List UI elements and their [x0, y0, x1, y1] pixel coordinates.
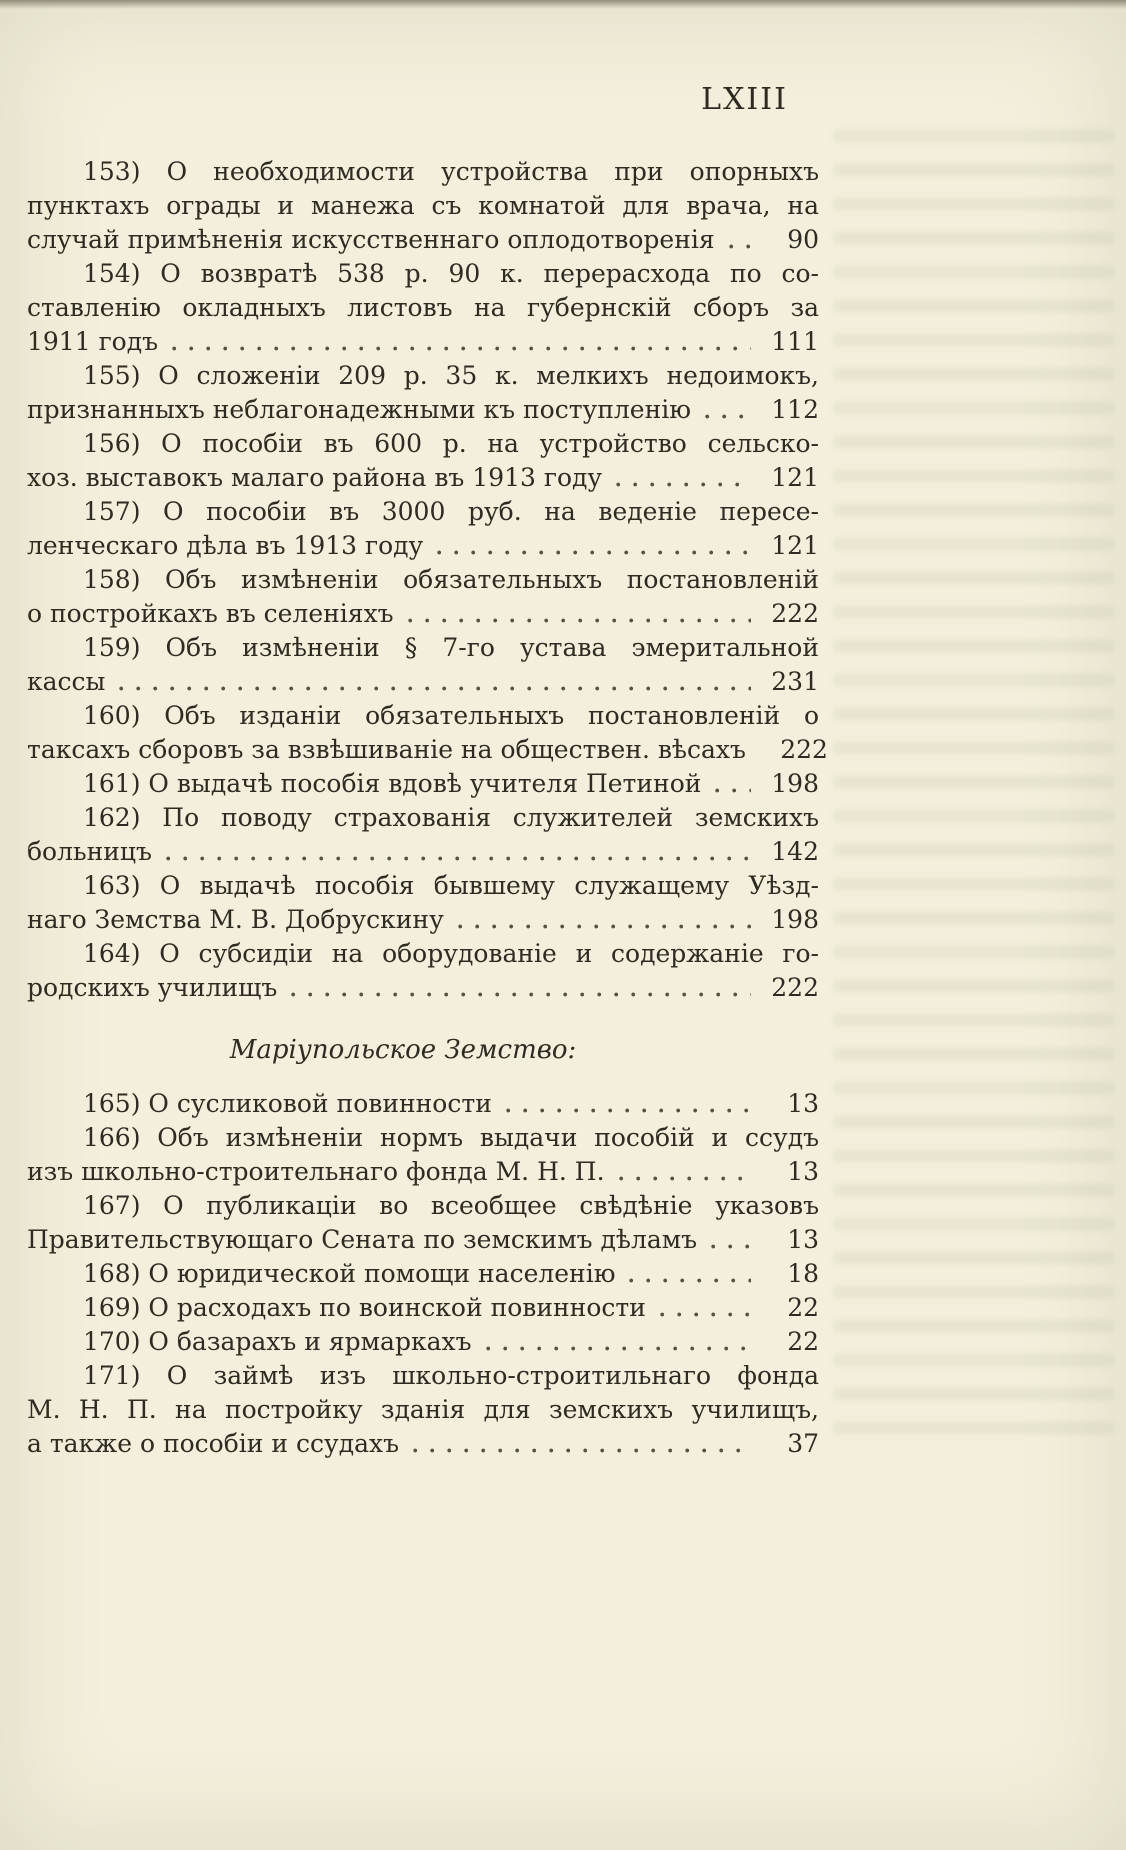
entry-page-number: 222 — [771, 599, 819, 628]
toc-line: М. Н. П. на постройку зданія для земскихъ училищъ, — [27, 1395, 819, 1424]
page-bleedthrough — [834, 130, 1114, 1450]
toc-line: Правительствующаго Сената по земскимъ дѣламъ — [27, 1225, 698, 1254]
toc-entry — [27, 495, 819, 563]
entry-page-number: 198 — [771, 769, 819, 798]
entry-page-number: 13 — [787, 1157, 819, 1186]
toc-line: 165) О сусликовой повинности — [83, 1089, 492, 1118]
toc-line: 156) О пособіи въ 600 р. на устройство сельско- — [83, 429, 819, 458]
dot-leader — [486, 1345, 752, 1352]
toc-entry — [27, 427, 819, 495]
entry-page-number: 22 — [787, 1293, 819, 1322]
toc-entry — [27, 1087, 819, 1121]
section-heading: Маріупольское Земство: — [229, 1035, 577, 1065]
toc-line: кассы — [27, 667, 106, 696]
dot-leader — [119, 685, 751, 692]
toc-line: 167) О публикаціи во всеобщее свѣдѣніе указовъ — [83, 1191, 819, 1220]
toc-line: наго Земства М. В. Добрускину — [27, 905, 444, 934]
toc-line: родскихъ училищъ — [27, 973, 278, 1002]
dot-leader — [413, 1447, 751, 1454]
toc-entry — [27, 1359, 819, 1461]
dot-leader — [506, 1107, 751, 1114]
toc-line: пунктахъ ограды и манежа съ комнатой для врача, на — [27, 191, 819, 220]
entry-page-number: 18 — [787, 1259, 819, 1288]
toc-line: 163) О выдачѣ пособія бывшему служащему Уѣзд- — [83, 871, 819, 900]
dot-leader — [729, 243, 751, 250]
toc-entry — [27, 1257, 819, 1291]
toc-entry — [27, 1189, 819, 1257]
entry-page-number: 222 — [780, 735, 828, 764]
entry-page-number: 13 — [787, 1225, 819, 1254]
toc-line: таксахъ сборовъ за взвѣшиваніе на обществен. вѣсахъ — [27, 735, 746, 764]
dot-leader — [660, 1311, 751, 1318]
dot-leader — [437, 549, 751, 556]
toc-entry — [27, 359, 819, 427]
entry-page-number: 121 — [771, 531, 819, 560]
entry-page-number: 222 — [771, 973, 819, 1002]
entry-page-number: 22 — [787, 1327, 819, 1356]
toc-entry — [27, 801, 819, 869]
entry-page-number: 121 — [771, 463, 819, 492]
toc-line: ставленію окладныхъ листовъ на губернскій сборъ за — [27, 293, 819, 322]
toc-line: о постройкахъ въ селеніяхъ — [27, 599, 394, 628]
entry-page-number: 13 — [787, 1089, 819, 1118]
toc-line: 154) О возвратѣ 538 р. 90 к. перерасхода по со- — [83, 259, 819, 288]
toc-line: 153) О необходимости устройства при опорныхъ — [83, 157, 819, 186]
toc-line: 1911 годъ — [27, 327, 159, 356]
toc-entry — [27, 699, 828, 767]
toc-entry — [27, 869, 819, 937]
toc-entry — [27, 155, 819, 257]
scan-top-edge — [0, 0, 1126, 9]
entry-page-number: 198 — [771, 905, 819, 934]
toc-entry — [27, 1325, 819, 1359]
toc-entry — [27, 937, 819, 1005]
toc-line: 169) О расходахъ по воинской повинности — [83, 1293, 646, 1322]
toc-line: 160) Объ изданіи обязательныхъ постановленій о — [83, 701, 819, 730]
toc-line: ленческаго дѣла въ 1913 году — [27, 531, 424, 560]
dot-leader — [166, 855, 751, 862]
toc-content — [27, 155, 828, 1461]
entry-page-number: 37 — [787, 1429, 819, 1458]
dot-leader — [172, 345, 751, 352]
entry-page-number: 112 — [771, 395, 819, 424]
toc-line: случай примѣненія искусственнаго оплодотворенія — [27, 225, 715, 254]
toc-line: 166) Объ измѣненіи нормъ выдачи пособій и ссудъ — [83, 1123, 819, 1152]
toc-entry — [27, 1291, 819, 1325]
toc-line: больницъ — [27, 837, 152, 866]
toc-line: 168) О юридической помощи населенію — [83, 1259, 616, 1288]
toc-line: признанныхъ неблагонадежными къ поступленію — [27, 395, 692, 424]
toc-entry — [27, 631, 819, 699]
toc-line: 170) О базарахъ и ярмаркахъ — [83, 1327, 472, 1356]
dot-leader — [619, 1175, 751, 1182]
dot-leader — [291, 991, 751, 998]
entry-page-number: 111 — [771, 327, 819, 356]
page-number-roman: LXIII — [701, 82, 788, 117]
toc-entry — [27, 563, 819, 631]
dot-leader — [408, 617, 751, 624]
dot-leader — [458, 923, 751, 930]
toc-line: 157) О пособіи въ 3000 руб. на веденіе пересе- — [83, 497, 819, 526]
toc-line: 159) Объ измѣненіи § 7-го устава эмеритальной — [83, 633, 819, 662]
dot-leader — [711, 1243, 751, 1250]
toc-line: 162) По поводу страхованія служителей земскихъ — [83, 803, 819, 832]
toc-line: 158) Объ измѣненіи обязательныхъ постановленій — [83, 565, 819, 594]
dot-leader — [705, 413, 751, 420]
toc-line: 161) О выдачѣ пособія вдовѣ учителя Петиной — [83, 769, 702, 798]
toc-line: а также о пособіи и ссудахъ — [27, 1429, 399, 1458]
dot-leader — [629, 1277, 751, 1284]
dot-leader — [616, 481, 751, 488]
entry-page-number: 142 — [771, 837, 819, 866]
toc-line: 155) О сложеніи 209 р. 35 к. мелкихъ недоимокъ, — [83, 361, 819, 390]
toc-line: 171) О займѣ изъ школьно-строитильнаго фонда — [83, 1361, 819, 1390]
toc-line: 164) О субсидіи на оборудованіе и содержаніе го- — [83, 939, 819, 968]
toc-line: хоз. выставокъ малаго района въ 1913 году — [27, 463, 603, 492]
entry-page-number: 90 — [787, 225, 819, 254]
dot-leader — [715, 787, 751, 794]
toc-line: изъ школьно-строительнаго фонда М. Н. П. — [27, 1157, 605, 1186]
toc-entry — [27, 767, 819, 801]
toc-entry — [27, 1121, 819, 1189]
toc-entry — [27, 257, 819, 359]
entry-page-number: 231 — [771, 667, 819, 696]
